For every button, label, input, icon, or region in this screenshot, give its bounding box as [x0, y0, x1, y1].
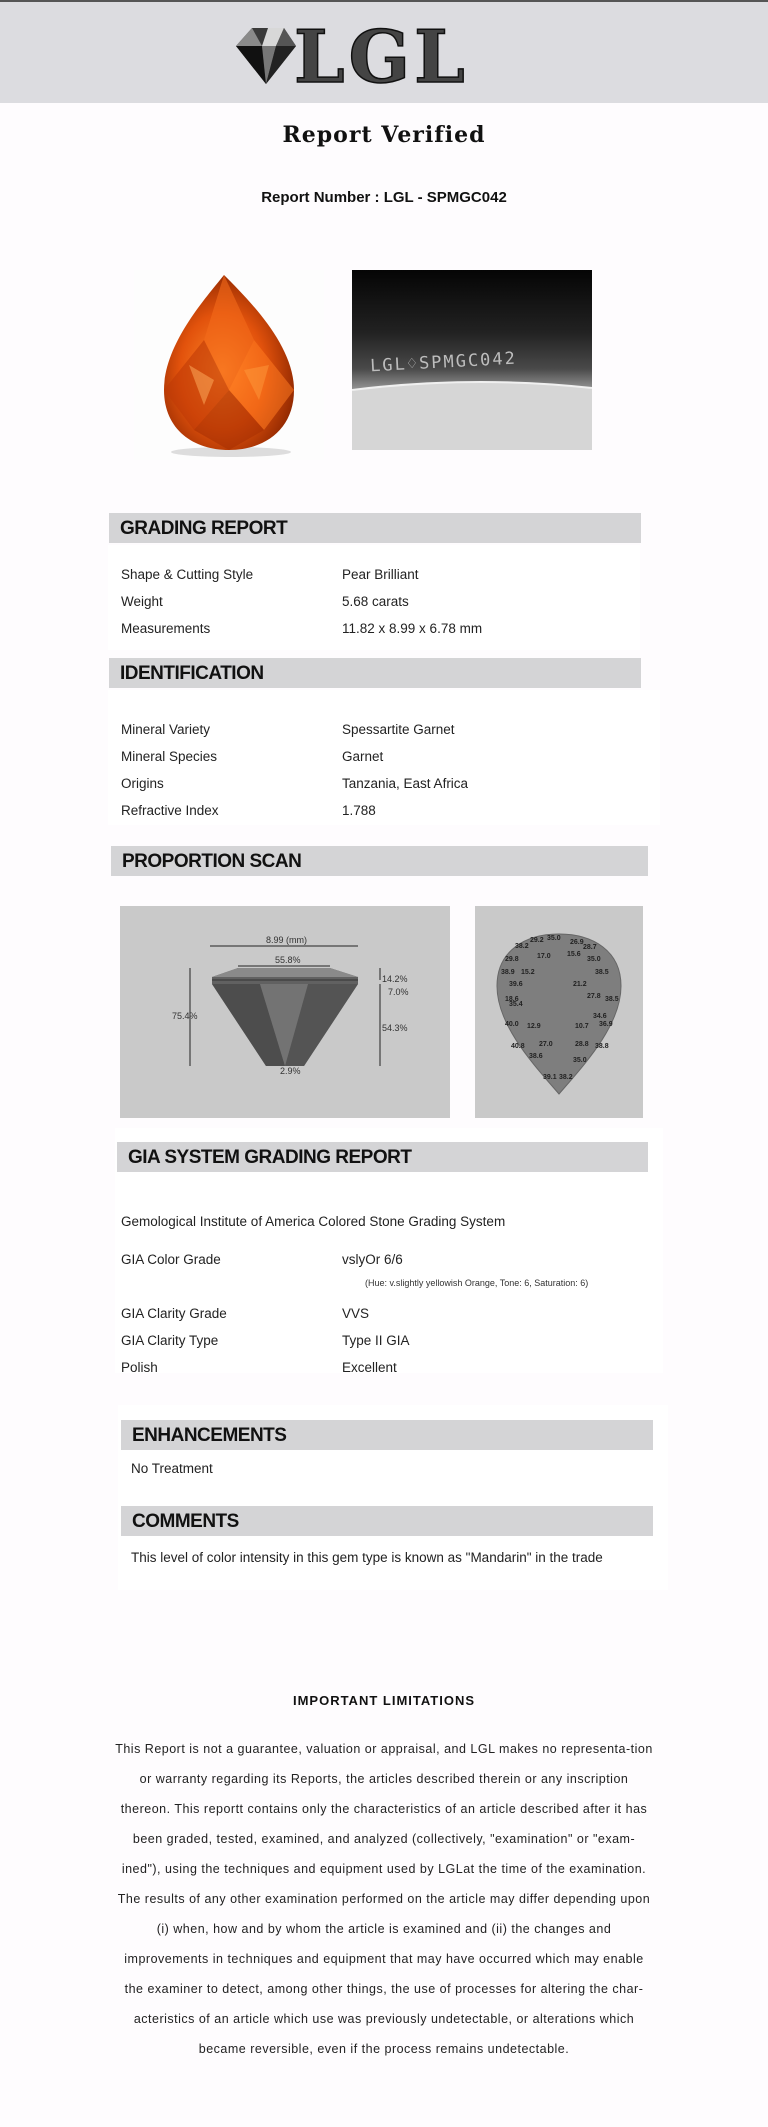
row-value: Spessartite Garnet [342, 722, 455, 737]
facet-measurement: 38.9 [501, 969, 515, 976]
facet-measurement: 34.6 [593, 1013, 607, 1020]
enhancements-text: No Treatment [131, 1461, 213, 1476]
facet-measurement: 38.2 [559, 1074, 573, 1081]
row-label: GIA Clarity Type [121, 1333, 219, 1348]
row-label: Polish [121, 1360, 158, 1375]
row-label: GIA Color Grade [121, 1252, 221, 1267]
table-label: 55.8% [275, 955, 301, 965]
facet-measurement: 10.7 [575, 1023, 589, 1030]
top-view-diagram [475, 906, 643, 1118]
pavilion-label: 54.3% [382, 1023, 408, 1033]
facet-measurement: 21.2 [573, 981, 587, 988]
row-label: Shape & Cutting Style [121, 567, 254, 582]
enhancements-heading: ENHANCEMENTS [121, 1420, 653, 1450]
facet-measurement: 17.0 [537, 953, 551, 960]
facet-measurement: 38.8 [595, 1043, 609, 1050]
row-value: 11.82 x 8.99 x 6.78 mm [342, 621, 483, 636]
report-number: Report Number : LGL - SPMGC042 [261, 189, 507, 206]
grading-report-heading: GRADING REPORT [109, 513, 641, 543]
row-label: GIA Clarity Grade [121, 1306, 227, 1321]
row-value: Type II GIA [342, 1333, 410, 1348]
facet-measurement: 38.5 [595, 969, 609, 976]
row-label: Measurements [121, 621, 211, 636]
row-value: VVS [342, 1306, 370, 1321]
facet-measurement: 35.4 [509, 1001, 523, 1008]
facet-measurement: 29.8 [505, 956, 519, 963]
row-value: Excellent [342, 1360, 397, 1375]
limitations-text: This Report is not a guarantee, valuation or appraisal, and LGL makes no representa-tion or warranty regarding its Reports, the articles described therein or any inscription thereon. This reportt contains only the characteristics of an article described after it has been graded, tested, examined, and analyzed (collectively, "examination" or "exam-ined"), using the techniques and equipment used by LGLat the time of the examination. The results of any other examination performed on the article may differ depending upon (i) when, how and by whom the article is examined and (ii) the changes and improvements in techniques and equipment that may have occurred which may enable the examiner to detect, among other things, the use of processes for altering the char-acteristics of an article which use was previously undetectable, or alterations which became reversible, even if the process remains undetectable. [115, 1742, 653, 2056]
page-title: Report Verified [282, 122, 486, 148]
gem-photo [134, 270, 324, 460]
row-value: vslyOr 6/6 [342, 1252, 403, 1267]
facet-measurement: 38.2 [515, 943, 529, 950]
proportion-scan-heading: PROPORTION SCAN [111, 846, 648, 876]
facet-measurement: 12.9 [527, 1023, 541, 1030]
facet-measurement: 35.0 [587, 956, 601, 963]
logo-text: LGL [294, 16, 469, 96]
facet-measurement: 27.0 [539, 1041, 553, 1048]
row-label: Weight [121, 594, 163, 609]
inscription-photo [352, 270, 592, 450]
facet-measurement: 39.6 [509, 981, 523, 988]
crown-label: 14.2% [382, 974, 408, 984]
facet-measurement: 28.8 [575, 1041, 589, 1048]
facet-measurement: 40.0 [505, 1021, 519, 1028]
row-label: Mineral Variety [121, 722, 211, 737]
facet-measurement: 26.9 [570, 939, 584, 946]
limitations-heading: IMPORTANT LIMITATIONS [292, 1693, 476, 1708]
side-profile-diagram [120, 906, 450, 1118]
girdle-label: 7.0% [388, 987, 409, 997]
row-value: Tanzania, East Africa [342, 776, 469, 791]
facet-measurement: 40.8 [511, 1043, 525, 1050]
header-banner [0, 2, 768, 103]
gia-subtitle: Gemological Institute of America Colored Stone Grading System [121, 1214, 506, 1229]
row-label: Refractive Index [121, 803, 219, 818]
facet-measurement: 38.6 [529, 1053, 543, 1060]
facet-measurement: 29.2 [530, 937, 544, 944]
total-depth-label: 75.4% [172, 1011, 198, 1021]
facet-measurement: 36.9 [599, 1021, 613, 1028]
width-label: 8.99 (mm) [266, 935, 308, 945]
gia-system-heading: GIA SYSTEM GRADING REPORT [117, 1142, 648, 1172]
facet-measurement: 28.7 [583, 944, 597, 951]
row-value: Garnet [342, 749, 384, 764]
lgl-logo [232, 16, 492, 96]
facet-measurement: 15.6 [567, 951, 581, 958]
facet-measurement: 35.0 [573, 1057, 587, 1064]
comments-heading: COMMENTS [121, 1506, 653, 1536]
comments-text: This level of color intensity in this gem type is known as "Mandarin" in the trade [131, 1550, 603, 1565]
diamond-icon [236, 28, 296, 84]
row-value: 5.68 carats [342, 594, 409, 609]
facet-measurement: 39.1 [543, 1074, 557, 1081]
culet-label: 2.9% [280, 1066, 301, 1076]
facet-measurement: 18.6 [505, 996, 519, 1003]
row-value: 1.788 [342, 803, 376, 818]
row-value: Pear Brilliant [342, 567, 419, 582]
row-label: Mineral Species [121, 749, 218, 764]
row-label: Origins [121, 776, 164, 791]
inscription-text: LGL♢SPMGC042 [369, 348, 518, 377]
gia-color-note: (Hue: v.slightly yellowish Orange, Tone: 6, Saturation: 6) [365, 1278, 589, 1288]
facet-measurement: 15.2 [521, 969, 535, 976]
facet-measurement: 38.5 [605, 996, 619, 1003]
facet-measurement: 35.0 [547, 935, 561, 942]
facet-measurement: 27.8 [587, 993, 601, 1000]
identification-heading: IDENTIFICATION [109, 658, 641, 688]
